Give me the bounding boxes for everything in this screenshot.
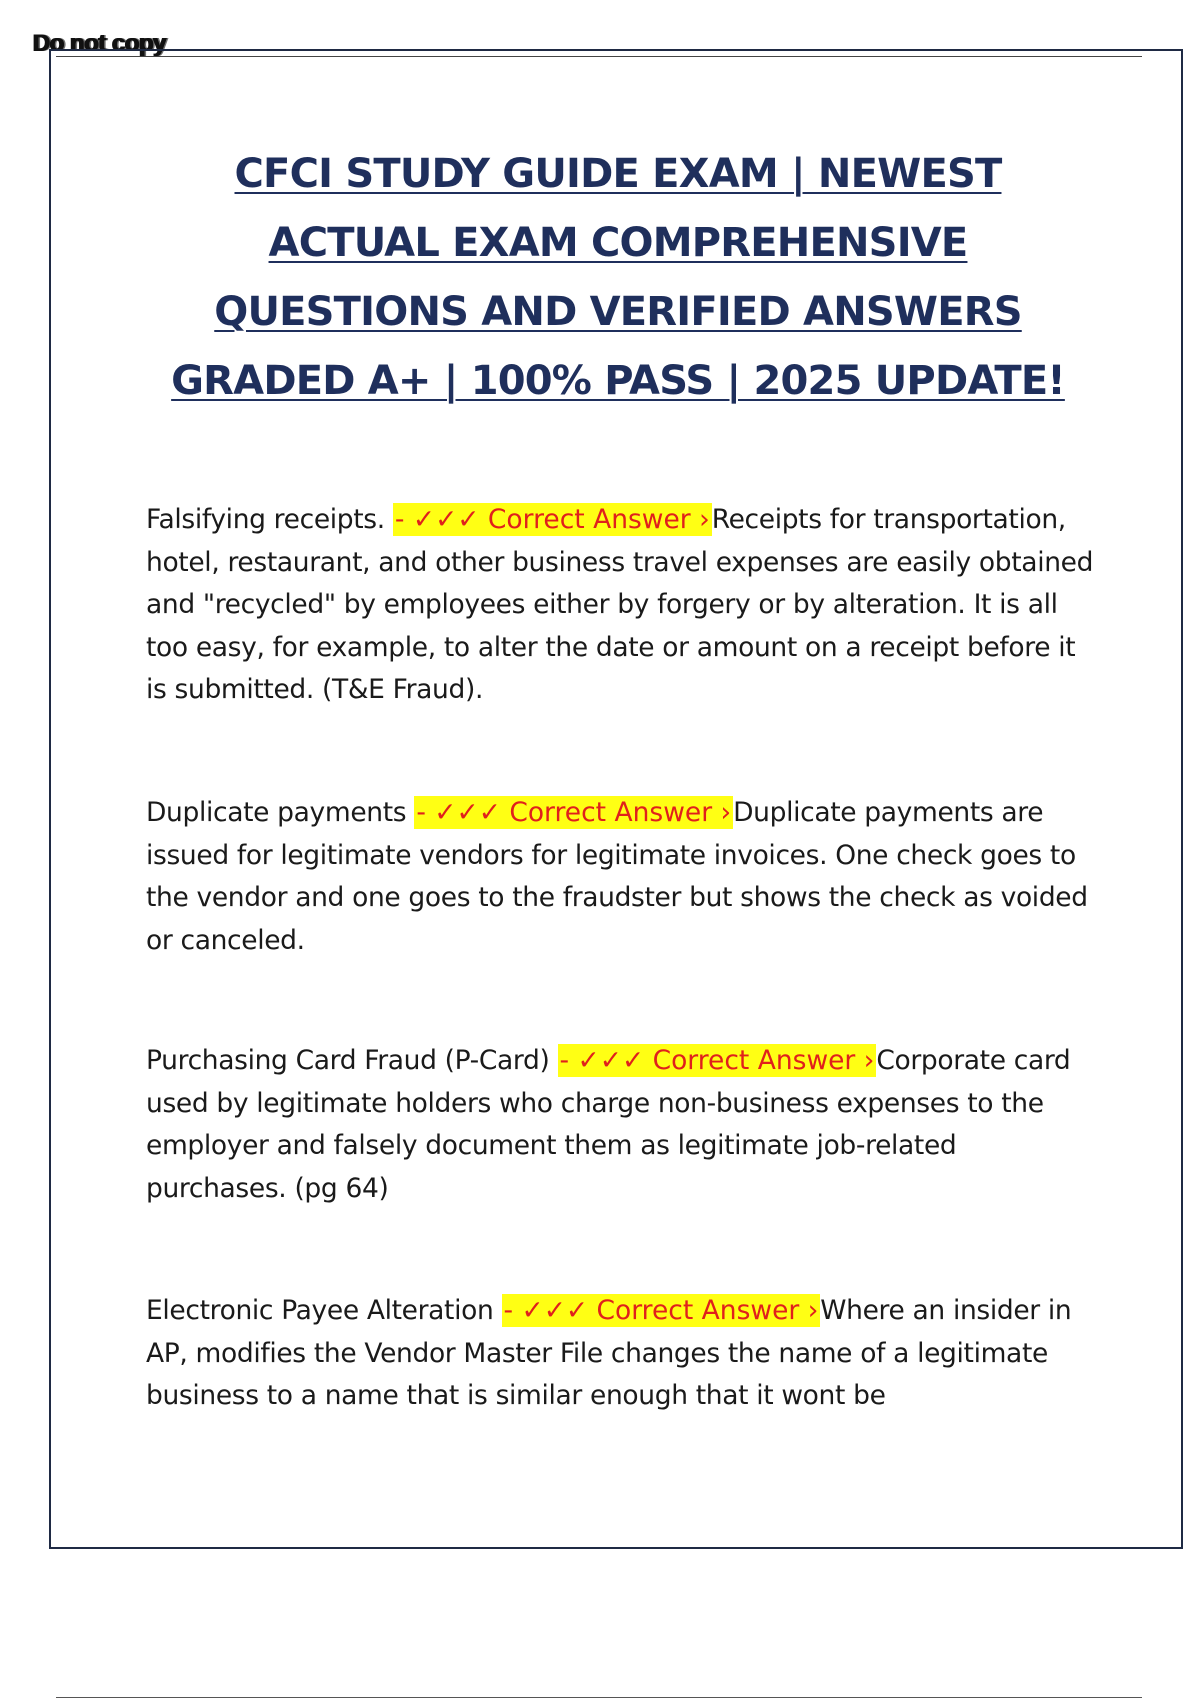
question-item-2 xyxy=(146,792,1096,962)
question-item-4 xyxy=(146,1290,1096,1418)
title-line-4: GRADED A+ | 100% PASS | 2025 UPDATE! xyxy=(171,358,1065,404)
footer-rule xyxy=(56,1697,1142,1698)
title-line-3: QUESTIONS AND VERIFIED ANSWERS xyxy=(214,289,1022,335)
question-item-1 xyxy=(146,499,1096,712)
question-term: Duplicate payments xyxy=(146,797,415,828)
answer-text: Receipts for transportation, hotel, restaurant, and other business travel expenses are easily obtained and "recycled" by employees either by forgery or by alteration. It is all too easy, for example, to alter the date or amount on a receipt before it is submitted. (T&E Fraud). xyxy=(146,504,1094,705)
question-term: Electronic Payee Alteration xyxy=(146,1295,502,1326)
answer-text: Corporate card used by legitimate holders who charge non-business expenses to the employer and falsely document them as legitimate job-related purchases. (pg 64) xyxy=(146,1045,1071,1204)
correct-answer-marker: - ✓✓✓ Correct Answer › xyxy=(394,504,710,535)
watermark: Do not copy xyxy=(32,30,166,57)
question-term: Purchasing Card Fraud (P-Card) xyxy=(146,1045,558,1076)
title-line-2: ACTUAL EXAM COMPREHENSIVE xyxy=(268,220,968,266)
correct-answer-marker: - ✓✓✓ Correct Answer › xyxy=(416,797,732,828)
question-term: Falsifying receipts. xyxy=(146,504,393,535)
answer-text: Duplicate payments are issued for legitimate vendors for legitimate invoices. One check goes to the vendor and one goes to the fraudster but shows the check as voided or canceled. xyxy=(146,797,1088,956)
correct-answer-marker: - ✓✓✓ Correct Answer › xyxy=(503,1295,819,1326)
document-title xyxy=(80,140,1156,416)
answer-text: Where an insider in AP, modifies the Vendor Master File changes the name of a legitimate business to a name that is similar enough that it wont be xyxy=(146,1295,1072,1411)
title-line-1: CFCI STUDY GUIDE EXAM | NEWEST xyxy=(234,151,1002,197)
correct-answer-marker: - ✓✓✓ Correct Answer › xyxy=(559,1045,875,1076)
question-item-3 xyxy=(146,1040,1096,1210)
